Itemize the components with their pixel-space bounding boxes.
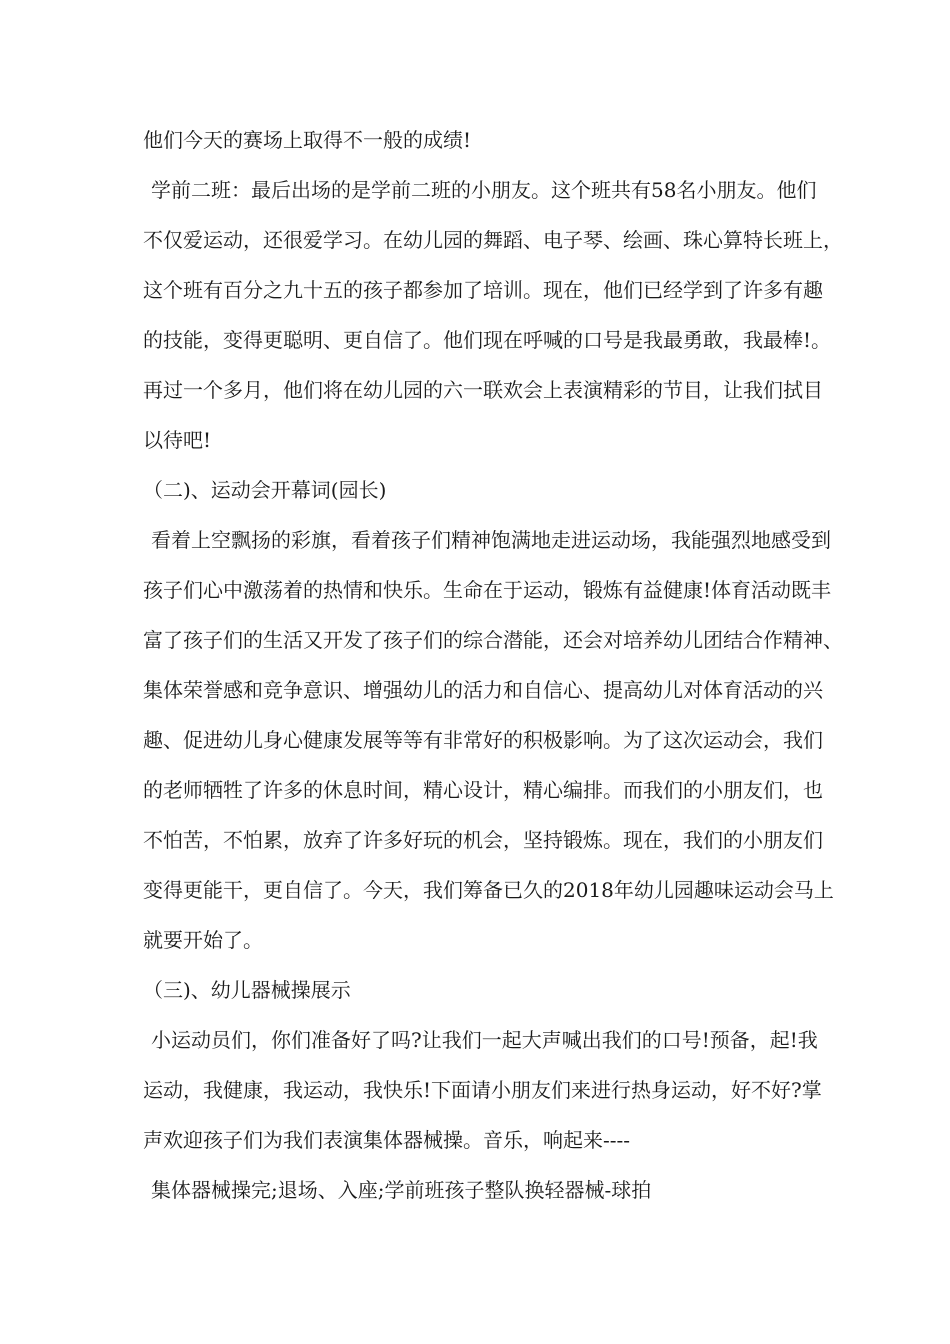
- text-line: 小运动员们，你们准备好了吗?让我们一起大声喊出我们的口号!预备，起!我: [151, 1028, 818, 1052]
- text-line: 看着上空飘扬的彩旗，看着孩子们精神饱满地走进运动场，我能强烈地感受到: [151, 528, 831, 552]
- text-line: 声欢迎孩子们为我们表演集体器械操。音乐，响起来----: [143, 1128, 631, 1152]
- text-line: 就要开始了。: [143, 928, 263, 952]
- text-line: 富了孩子们的生活又开发了孩子们的综合潜能，还会对培养幼儿团结合作精神、: [143, 628, 843, 652]
- text-line: 孩子们心中激荡着的热情和快乐。生命在于运动，锻炼有益健康!体育活动既丰: [143, 578, 832, 602]
- text-line: 运动，我健康，我运动，我快乐!下面请小朋友们来进行热身运动，好不好?掌: [143, 1078, 822, 1102]
- text-line: 不怕苦，不怕累，放弃了许多好玩的机会，坚持锻炼。现在，我们的小朋友们: [143, 828, 823, 852]
- text-line: 集体器械操完;退场、入座;学前班孩子整队换轻器械-球拍: [151, 1178, 652, 1202]
- text-line: 的技能，变得更聪明、更自信了。他们现在呼喊的口号是我最勇敢，我最棒!。: [143, 328, 832, 352]
- text-line: 以待吧!: [143, 428, 212, 452]
- text-line: 他们今天的赛场上取得不一般的成绩!: [143, 128, 472, 152]
- text-line: 这个班有百分之九十五的孩子都参加了培训。现在，他们已经学到了许多有趣: [143, 278, 823, 302]
- text-line: 再过一个多月，他们将在幼儿园的六一联欢会上表演精彩的节目，让我们拭目: [143, 378, 823, 402]
- text-line: 学前二班：最后出场的是学前二班的小朋友。这个班共有58名小朋友。他们: [151, 178, 817, 202]
- text-line: 变得更能干，更自信了。今天，我们筹备已久的2018年幼儿园趣味运动会马上: [143, 878, 834, 902]
- section-heading: （二)、运动会开幕词(园长): [143, 478, 387, 502]
- text-line: 不仅爱运动，还很爱学习。在幼儿园的舞蹈、电子琴、绘画、珠心算特长班上，: [143, 228, 843, 252]
- text-line: 集体荣誉感和竞争意识、增强幼儿的活力和自信心、提高幼儿对体育活动的兴: [143, 678, 823, 702]
- section-heading: （三)、幼儿器械操展示: [143, 978, 351, 1002]
- text-line: 的老师牺牲了许多的休息时间，精心设计，精心编排。而我们的小朋友们，也: [143, 778, 823, 802]
- text-line: 趣、促进幼儿身心健康发展等等有非常好的积极影响。为了这次运动会，我们: [143, 728, 823, 752]
